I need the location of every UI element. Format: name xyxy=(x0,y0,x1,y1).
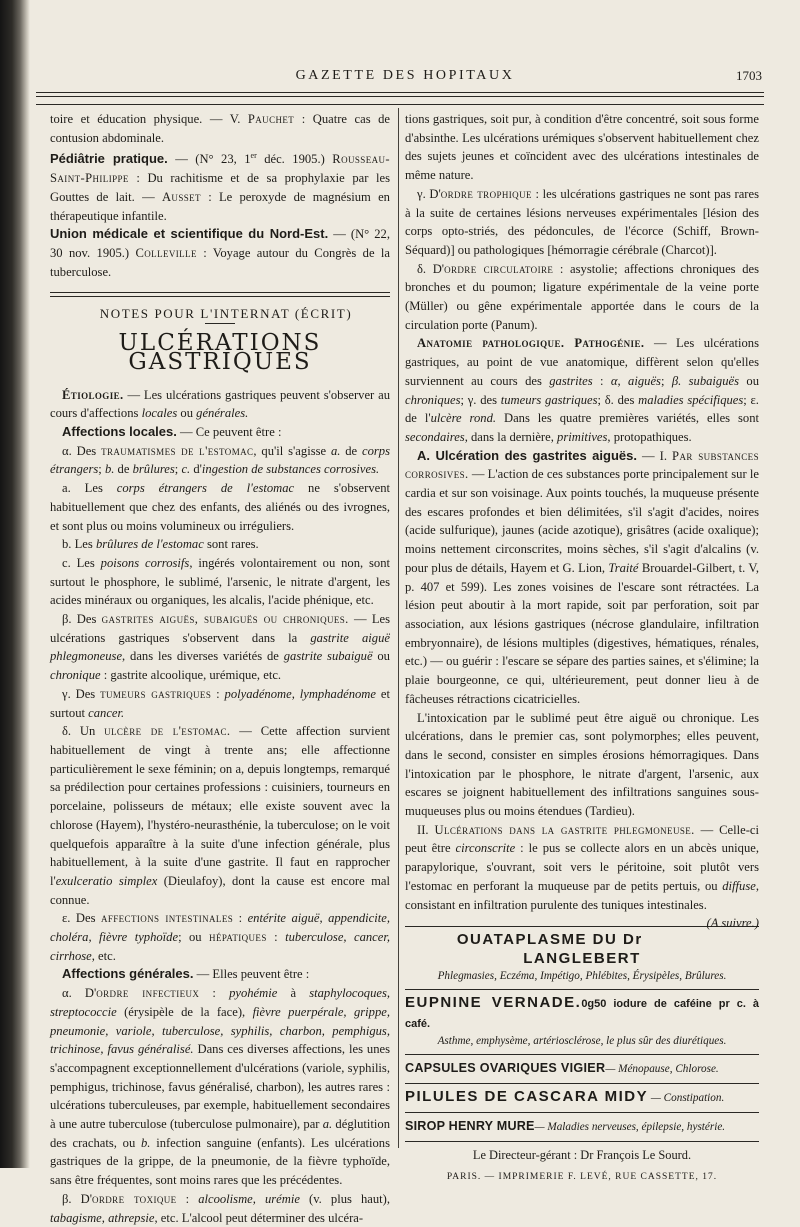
paragraph: b. Les brûlures de l'estomac sont rares. xyxy=(62,537,259,552)
advertisements xyxy=(405,926,759,1187)
ad-capsules: CAPSULES OVARIQUES VIGIER— Ménopause, Chlorose. xyxy=(405,1061,719,1076)
continued-note: (A suivre.) xyxy=(706,916,759,931)
ad-rule xyxy=(405,989,759,990)
right-column xyxy=(405,110,759,1187)
ad-pilules: PILULES DE CASCARA MIDY — Constipation. xyxy=(405,1088,725,1106)
ad-rule xyxy=(405,1083,759,1084)
paragraph: Affections locales. — Ce peuvent être : xyxy=(62,424,282,440)
header-rule xyxy=(36,92,764,93)
printer-line: PARIS. — IMPRIMERIE F. LEVÉ, RUE CASSETTE, 17. xyxy=(446,1172,718,1183)
paragraph: A. Ulcération des gastrites aiguës. — I. Par substances corrosives. — L'action de ces substances porte principalement sur le cardia et sur son voisinage. Aux points touchés, la muqueuse présente des escares profondes et bien délimitées, s'il s'agit d'acides, noires (acide sulfurique), jaunes (acide azotique), grisâtres (acide oxalique); moins nettement circonscrites, moins sèches, s'il s'agit d'alcalins (v. pour plus de détails, Hayem et G. Lion, Traité Brouardel-Gilbert, t. V, p. 407 et 599). Les zones voisines de l'escare sont rétractées. La lésion peut aboutir à la mort rapide, soit par perforation, soit par association, aux lésions gastriques (nécrose glandulaire, infiltration embryonnaire), de lésions multiples (digestives, hématiques, rénales, etc.) — ou guérir : l'escare se sépare des parties saines, et s'élimine; la plaie bourgeonne, ce qui, ultérieurement, peut donner lieu à de fâcheuses rétractions cicatricielles. xyxy=(405,447,759,706)
journal-entry: Pédiâtrie pratique. — (N° 23, 1er déc. 1905.) Rousseau-Saint-Philippe : Du rachitisme et de sa prophylaxie par les Gouttes de lait. — Ausset : Le peroxyde de magnésium en thérapeutique infantile. xyxy=(50,151,390,223)
header-rule xyxy=(36,104,764,105)
ad-rule xyxy=(405,1141,759,1142)
paragraph: ε. Des affections intestinales : entérite aiguë, appendicite, choléra, fièvre typhoïde; ou hépatiques : tuberculose, cancer, cirrhose, etc. xyxy=(50,911,391,963)
journal-entry: Union médicale et scientifique du Nord-Est. — (N° 22, 30 nov. 1905.) Colleville : Voyage autour du Congrès de la tuberculose. xyxy=(50,226,391,279)
ad-rule xyxy=(405,1054,759,1055)
ad-ouataplasme: OUATAPLASME DU Dr LANGLEBERT Phlegmasies, Eczéma, Impétigo, Phlébites, Érysipèles, Brûlures. xyxy=(437,931,727,982)
paragraph: c. Les poisons corrosifs, ingérés volontairement ou non, sont surtout le phosphore, le sublimé, l'arsenic, le nitrate d'argent, les acides minéraux ou organiques, les alcalis, l'acide phénique, etc. xyxy=(50,555,390,608)
ad-eupnine: EUPNINE VERNADE.0g50 iodure de caféine pr c. à café. Asthme, emphysème, artériosclérose, le plus sûr des diurétiques. xyxy=(405,994,760,1047)
paragraph: α. Des traumatismes de l'estomac, qu'il s'agisse a. de corps étrangers; b. de brûlures; c. d'ingestion de substances corrosives. xyxy=(50,443,391,477)
short-rule xyxy=(205,323,235,324)
page-binding-shadow xyxy=(0,0,30,1168)
paragraph: Affections générales. — Elles peuvent être : xyxy=(62,966,310,982)
journal-name: Pédiâtrie pratique. xyxy=(50,151,168,167)
paragraph: δ. Un ulcère de l'estomac. — Cette affection survient habituellement de vingt à trente ans; elle affectionne particulièrement le sexe féminin; on a, depuis longtemps, remarqué sa prédilection pour certaines professions : cuisiniers, tourneurs en porcelaine, polisseurs de métaux; elle existe souvent avec la chlorose (Hayem), l'hystéro-neurasthénie, la tuberculose; on le voit quelquefois apparaître à la suite d'une infection générale, plus habituellement, à la suite d'une gastrite. Il faut en rapprocher l'exulceratio simplex (Dieulafoy), dont la cause est encore mal connue. xyxy=(50,724,390,907)
paragraph: γ. D'ordre trophique : les ulcérations gastriques ne sont pas rares à la suite de certaines lésions nerveuses expérimentales [lésion des corps opto-striés, des pédoncules, de l'écorce (Schiff, Brown-Séquard)] ou pathologiques [hémorragie cérébrale (Charcot)]. xyxy=(405,186,759,257)
paragraph: L'intoxication par le sublimé peut être aiguë ou chronique. Les ulcérations, dans le premier cas, sont polymorphes; elles peuvent, dans le second, consister en simples érosions hémorragiques. Dans l'intoxication par le phosphore, le nitrate d'argent, l'arsenic, aux escares se joignent habituellement des infiltrations sanguines sous-muqueuses plus ou moins étendues (Tardieu). xyxy=(405,710,759,819)
left-column xyxy=(50,110,390,1227)
header-rule xyxy=(36,96,764,97)
paragraph: β. D'ordre toxique : alcoolisme, urémie (v. plus haut), tabagisme, athrepsie, etc. L'alcool peut déterminer des ulcéra- xyxy=(50,1191,390,1225)
column-divider xyxy=(398,108,399,1148)
paragraph: γ. Des tumeurs gastriques : polyadénome, lymphadénome et surtout cancer. xyxy=(50,686,390,720)
paragraph: β. Des gastrites aiguës, subaiguës ou chroniques. — Les ulcérations gastriques s'observent dans la gastrite aiguë phlegmoneuse, dans les diverses variétés de gastrite subaiguë ou chronique : gastrite alcoolique, urémique, etc. xyxy=(50,612,390,683)
running-header xyxy=(48,68,762,92)
journal-name: Union médicale et scientifique du Nord-Est. xyxy=(50,226,329,242)
paragraph: α. D'ordre infectieux : pyohémie à staphylocoques, streptococcie (érysipèle de la face), fièvre puerpérale, grippe, pneumonie, variole, tuberculose, syphilis, charbon, pemphigus, trichinose, favus généralisé. Dans ces diverses affections, les unes s'accompagnent exceptionnellement d'ulcérations (variole, syphilis, pemphigus, trichinose, favus généralisé, charbon), les autres rares : ulcérations tuberculeuses, par exemple, habituellement secondaires à une autre tuberculose (tuberculose pulmonaire), par a. déglutition des crachats, ou b. infection sanguine (enfants). Les ulcérations gastriques de la grippe, de la pneumonie, de la fièvre typhoïde, sans être fréquentes, sont moins rares que les précédentes. xyxy=(50,986,391,1188)
paragraph: Étiologie. — Les ulcérations gastriques peuvent s'observer au cours d'affections locales ou générales. xyxy=(50,387,390,421)
article-title: ULCÉRATIONS GASTRIQUES xyxy=(118,330,322,375)
page-number: 1703 xyxy=(736,68,762,83)
paragraph: a. Les corps étrangers de l'estomac ne s'observent habituellement que chez des enfants, des aliénés ou des ivrognes, et sont plus ou moins volumineux ou irréguliers. xyxy=(50,481,390,533)
journal-title: GAZETTE DES HOPITAUX xyxy=(295,68,515,83)
section-rule xyxy=(50,292,390,297)
paragraph: δ. D'ordre circulatoire : asystolie; affections chroniques des bronches et du poumon; ligature expérimentale de la veine porte (Müller) ou gêne expérimentale apportée dans le cours de la circulation porte (Panum). xyxy=(405,261,759,332)
ad-sirop: SIROP HENRY MURE— Maladies nerveuses, épilepsie, hystérie. xyxy=(405,1118,726,1133)
paragraph: toire et éducation physique. — V. Pauchet : Quatre cas de contusion abdominale. xyxy=(50,112,391,145)
paragraph: II. Ulcérations dans la gastrite phlegmoneuse. — Celle-ci peut être circonscrite : le pus se collecte alors en un abcès unique, parapylorique, s'ouvrant, soit vers le péritoine, soit plutôt vers l'estomac en perforant la muqueuse par de petits pertuis, ou diffuse, consistant en infiltration purulente des tuniques intestinales. (A suivre.) xyxy=(405,821,759,915)
paragraph: tions gastriques, soit pur, à condition d'être concentré, soit sous forme d'absinthe. Les ulcérations urémiques s'observent habituellement chez des sujets jeunes et coïncident avec des ulcérations intestinales de même nature. xyxy=(405,112,759,183)
section-heading: NOTES POUR L'INTERNAT (ÉCRIT) xyxy=(99,305,353,321)
director-line: Le Directeur-gérant : Dr François Le Sourd. xyxy=(472,1147,692,1162)
ad-rule xyxy=(405,1112,759,1113)
paragraph: Anatomie pathologique. Pathogénie. — Les ulcérations gastriques, au point de vue anatomique, diffèrent selon qu'elles surviennent au cours des gastrites : α, aiguës; β. subaiguës ou chroniques; γ. des tumeurs gastriques; δ. des maladies spécifiques; ε. de l'ulcère rond. Dans les quatre premières variétés, elles sont secondaires, dans la dernière, primitives, protopathiques. xyxy=(405,336,760,444)
